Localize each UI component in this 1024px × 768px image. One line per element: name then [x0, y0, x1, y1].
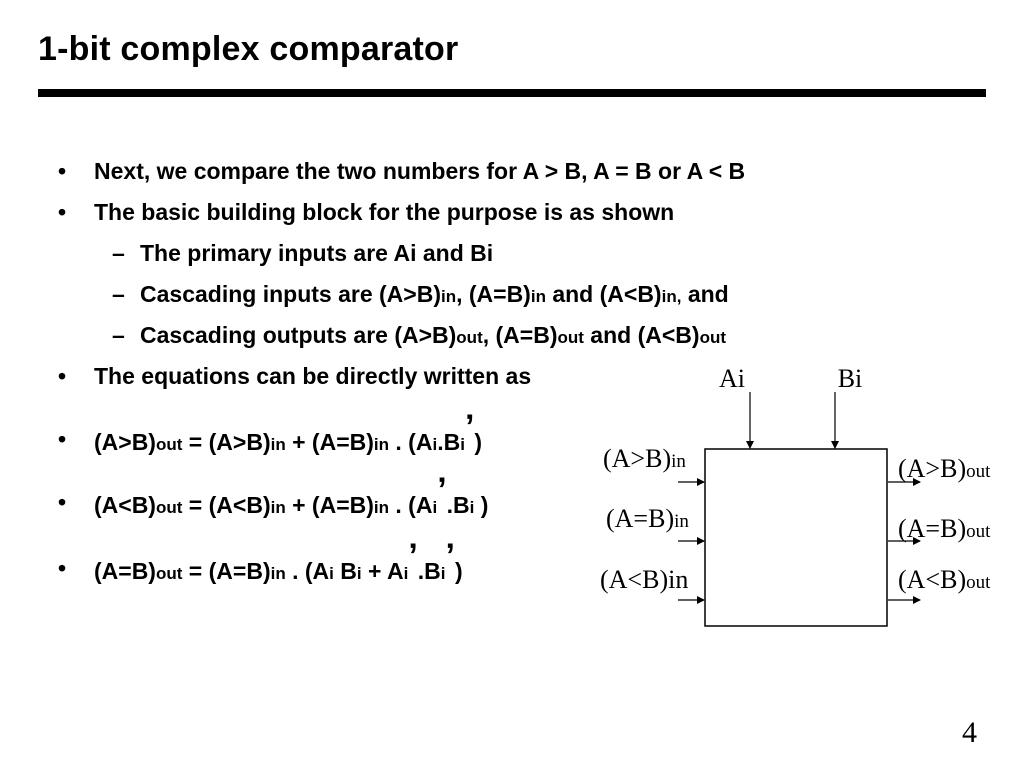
- text-run: . (A: [285, 558, 330, 584]
- label-sub: in: [674, 511, 689, 532]
- subscript: i: [432, 435, 438, 454]
- subscript: i: [403, 564, 409, 583]
- label-main: (A=B): [606, 504, 675, 533]
- text-run: ): [454, 558, 463, 584]
- label-main: (A=B): [898, 514, 967, 543]
- text-run: + (A=B): [285, 429, 374, 455]
- subscript: i: [329, 564, 334, 583]
- label-sub: out: [966, 572, 991, 593]
- subscript: in: [270, 435, 286, 454]
- subscript: in: [440, 287, 457, 306]
- text-run: . (A: [389, 429, 433, 455]
- text-run: (A=B): [94, 558, 156, 584]
- text-run: and (A<B): [583, 322, 700, 348]
- text-run: .B: [417, 558, 441, 584]
- bullet-dot: •: [58, 199, 67, 225]
- sub-bullet-dash: –: [112, 322, 125, 348]
- bullet-dot: •: [58, 363, 67, 389]
- subscript: in: [530, 287, 546, 306]
- out-gt-label: [898, 454, 991, 483]
- text-run: = (A=B): [182, 558, 271, 584]
- text-run: ): [474, 492, 489, 518]
- prime-mark: ’: [464, 408, 475, 446]
- subscript: in: [270, 564, 286, 583]
- input-ai-label: Ai: [719, 364, 745, 393]
- label-main: (A>B): [898, 454, 967, 483]
- subscript: out: [155, 564, 183, 583]
- text-run: , (A=B): [456, 281, 531, 307]
- prime-mark: ’: [437, 471, 447, 509]
- in-gt-label: [603, 444, 686, 473]
- prime-mark: ’: [408, 537, 418, 575]
- subscript: i: [356, 564, 362, 583]
- text-run: + A: [361, 558, 404, 584]
- input-bi-label: Bi: [837, 364, 863, 393]
- prime-mark: ’: [445, 537, 455, 575]
- text-run: + (A=B): [285, 492, 374, 518]
- text-run: = (A>B): [182, 429, 271, 455]
- subscript: i: [460, 435, 465, 454]
- sub-bullet-text: The primary inputs are Ai and Bi: [140, 240, 494, 266]
- slide-title: 1-bit complex comparator: [38, 30, 459, 68]
- subscript: i: [432, 498, 438, 517]
- subscript: i: [440, 564, 446, 583]
- text-run: and: [681, 281, 729, 307]
- bullet-dot: •: [58, 158, 67, 184]
- comparator-box: [705, 449, 887, 626]
- subscript: i: [469, 498, 475, 517]
- text-run: and (A<B): [545, 281, 662, 307]
- text-run: Cascading outputs are (A>B): [140, 322, 457, 348]
- label-sub: out: [966, 521, 991, 542]
- subscript: out: [456, 328, 483, 347]
- bullet-dot: •: [58, 555, 67, 581]
- out-lt-label: [898, 565, 991, 594]
- bullet-dot: •: [58, 426, 67, 452]
- text-run: = (A<B): [182, 492, 271, 518]
- bullet-dot: •: [58, 489, 67, 515]
- text-run: .B: [446, 492, 470, 518]
- label-sub: in: [671, 451, 686, 472]
- label-main: (A>B): [603, 444, 672, 473]
- subscript: out: [557, 328, 584, 347]
- text-run: , (A=B): [482, 322, 558, 348]
- label-main: (A<B): [898, 565, 967, 594]
- subscript: in: [270, 498, 286, 517]
- text-run: . (A: [389, 492, 433, 518]
- bullet-text: Next, we compare the two numbers for A > B, A = B or A < B: [94, 158, 746, 184]
- text-run: ): [474, 429, 483, 455]
- bullet-text: The basic building block for the purpose is as shown: [94, 199, 675, 225]
- subscript: in,: [661, 287, 682, 306]
- text-run: .B: [437, 429, 461, 455]
- subscript: in: [373, 498, 390, 517]
- in-lt-label: (A<B)in: [600, 565, 689, 594]
- page-number: 4: [962, 716, 977, 749]
- in-eq-label: [606, 504, 689, 533]
- subscript: in: [373, 435, 390, 454]
- subscript: out: [155, 435, 183, 454]
- label-sub: out: [966, 461, 991, 482]
- sub-bullet-dash: –: [112, 281, 125, 307]
- text-run: (A<B): [94, 492, 156, 518]
- text-run: B: [333, 558, 357, 584]
- subscript: out: [699, 328, 726, 347]
- text-run: (A>B): [94, 429, 156, 455]
- subscript: out: [155, 498, 183, 517]
- text-run: Cascading inputs are (A>B): [140, 281, 441, 307]
- out-eq-label: [898, 514, 991, 543]
- bullet-text: The equations can be directly written as: [94, 363, 532, 389]
- sub-bullet-dash: –: [112, 240, 125, 266]
